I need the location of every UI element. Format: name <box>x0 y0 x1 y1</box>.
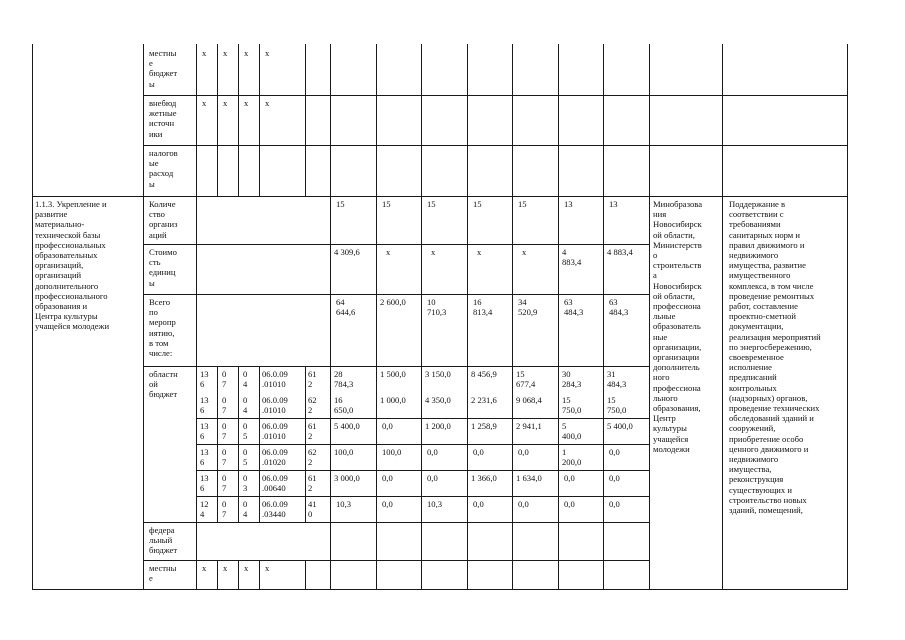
value-cell: 1 000,0 <box>380 395 406 405</box>
value-cell: 15 750,0 <box>562 395 582 416</box>
value-cell: 1 366,0 <box>471 473 497 483</box>
value-cell: 2 600,0 <box>380 297 406 307</box>
value-cell: 63 484,3 <box>609 297 629 318</box>
x-mark: x <box>265 98 270 108</box>
row-label: Стоимо сть единиц ы <box>149 247 177 288</box>
value-cell: x <box>386 247 391 257</box>
value-cell: 15 <box>427 199 436 209</box>
grid-line <box>376 44 377 590</box>
value-cell: 0,0 <box>382 421 393 431</box>
grid-line <box>143 294 649 295</box>
grid-line <box>196 44 197 590</box>
row-label: областн ой бюджет <box>149 369 178 400</box>
value-cell: 15 <box>473 199 482 209</box>
value-cell: x <box>477 247 482 257</box>
grid-line <box>196 496 649 497</box>
value-cell: x <box>431 247 436 257</box>
pr-code: 0 4 <box>243 369 248 390</box>
grid-line <box>259 560 260 590</box>
value-cell: 0,0 <box>473 447 484 457</box>
value-cell: 31 484,3 <box>607 369 627 390</box>
grid-line <box>32 44 33 590</box>
vr-code: 61 2 <box>308 421 317 442</box>
grid-line <box>259 44 260 196</box>
value-cell: 100,0 <box>382 447 402 457</box>
grid-line <box>217 560 218 590</box>
csr-code: 06.0.09 .03440 <box>262 499 288 520</box>
value-cell: 10,3 <box>427 499 443 509</box>
grid-line <box>196 418 649 419</box>
grbs-code: 12 4 <box>200 499 209 520</box>
row-label: федера льный бюджет <box>149 525 178 556</box>
budget-table <box>32 44 848 590</box>
value-cell: 28 784,3 <box>334 369 354 390</box>
value-cell: 0,0 <box>473 499 484 509</box>
vr-code: 62 2 <box>308 447 317 468</box>
row-label: местны е бюджет ы <box>149 48 178 89</box>
x-mark: x <box>244 48 249 58</box>
grid-line <box>196 444 649 445</box>
x-mark: x <box>202 563 207 573</box>
value-cell: 0,0 <box>609 473 620 483</box>
row-label: Всего по меропр иятию, в том числе: <box>149 297 176 359</box>
x-mark: x <box>223 48 228 58</box>
pr-code: 0 5 <box>243 447 248 468</box>
grid-line <box>143 145 848 146</box>
grbs-code: 13 6 <box>200 421 209 442</box>
grbs-code: 13 6 <box>200 473 209 494</box>
value-cell: 4 309,6 <box>334 247 360 257</box>
value-cell: 0,0 <box>382 473 393 483</box>
rz-code: 0 7 <box>222 395 227 416</box>
grid-line <box>143 366 649 367</box>
value-cell: 15 <box>336 199 345 209</box>
value-cell: 5 400,0 <box>334 421 360 431</box>
measure-name: 1.1.3. Укрепление и развитие материально- технической базы профессиональных образовательных организаций, организаций дополнительного профессионального образования и Центра культуры учащейся молодежи <box>35 199 110 332</box>
value-cell: 1 200,0 <box>562 447 582 468</box>
value-cell: 5 400,0 <box>562 421 582 442</box>
grid-line <box>32 589 848 590</box>
x-mark: x <box>244 563 249 573</box>
value-cell: 15 <box>518 199 527 209</box>
pr-code: 0 3 <box>243 473 248 494</box>
pr-code: 0 5 <box>243 421 248 442</box>
value-cell: x <box>522 247 527 257</box>
value-cell: 3 150,0 <box>425 369 451 379</box>
value-cell: 16 650,0 <box>334 395 354 416</box>
value-cell: 10 710,3 <box>427 297 447 318</box>
rz-code: 0 7 <box>222 421 227 442</box>
grid-line <box>238 560 239 590</box>
grid-line <box>196 470 649 471</box>
value-cell: 1 500,0 <box>380 369 406 379</box>
pr-code: 0 4 <box>243 499 248 520</box>
grid-line <box>305 560 306 590</box>
row-label: Количе ство организ аций <box>149 199 178 240</box>
grbs-code: 13 6 <box>200 369 209 390</box>
value-cell: 8 456,9 <box>471 369 497 379</box>
x-mark: x <box>223 563 228 573</box>
grid-line <box>467 44 468 590</box>
value-cell: 0,0 <box>518 447 529 457</box>
grid-line <box>143 44 144 590</box>
vr-code: 61 2 <box>308 473 317 494</box>
value-cell: 2 231,6 <box>471 395 497 405</box>
value-cell: 2 941,1 <box>516 421 542 431</box>
grid-line <box>143 522 649 523</box>
x-mark: x <box>202 48 207 58</box>
csr-code: 06.0.09 .01010 <box>262 369 288 390</box>
pr-code: 0 4 <box>243 395 248 416</box>
x-mark: x <box>202 98 207 108</box>
value-cell: 4 883,4 <box>562 247 582 268</box>
csr-code: 06.0.09 .01020 <box>262 447 288 468</box>
value-cell: 1 258,9 <box>471 421 497 431</box>
grid-line <box>143 560 649 561</box>
rz-code: 0 7 <box>222 499 227 520</box>
vr-code: 41 0 <box>308 499 317 520</box>
value-cell: 0,0 <box>427 447 438 457</box>
csr-code: 06.0.09 .01010 <box>262 421 288 442</box>
rz-code: 0 7 <box>222 369 227 390</box>
row-label: налогов ые расход ы <box>149 148 178 189</box>
value-cell: 15 <box>382 199 391 209</box>
grid-line <box>143 244 649 245</box>
expected-result-cell: Поддержание в соответствии с требованиями санитарных норм и правил движимого и недвижимого имущества, развитие имущественного комплекса, в том числе проведение ремонтных работ, составление проектно-сметной документации, реализация мероприятий по энергосбережению, своевременное исполнение предписаний контрольных (надзорных) органов, проведение технических обследований зданий и сооружений, приобретение особо ценного движимого и недвижимого имущества, реконструкция существующих и строительство новых зданий, помещений, <box>729 199 821 516</box>
value-cell: 64 644,6 <box>336 297 356 318</box>
x-mark: x <box>223 98 228 108</box>
x-mark: x <box>244 98 249 108</box>
value-cell: 5 400,0 <box>607 421 633 431</box>
value-cell: 10,3 <box>336 499 352 509</box>
value-cell: 0,0 <box>518 499 529 509</box>
x-mark: x <box>265 48 270 58</box>
value-cell: 4 883,4 <box>607 247 633 257</box>
x-mark: x <box>265 563 270 573</box>
grid-line <box>847 44 848 590</box>
value-cell: 1 200,0 <box>425 421 451 431</box>
grid-line <box>722 44 723 590</box>
grid-line <box>238 44 239 196</box>
value-cell: 3 000,0 <box>334 473 360 483</box>
value-cell: 0,0 <box>564 499 575 509</box>
value-cell: 34 520,9 <box>518 297 538 318</box>
value-cell: 100,0 <box>334 447 354 457</box>
value-cell: 15 677,4 <box>516 369 536 390</box>
rz-code: 0 7 <box>222 473 227 494</box>
executors-cell: Минобразова ния Новосибирск ой области, Министерств о строительств а Новосибирск ой области, профессиона льные образователь ные организации, организации дополнитель ного профессиона льного образования, Центр культуры учащейся молодежи <box>653 199 703 454</box>
value-cell: 0,0 <box>564 473 575 483</box>
grbs-code: 13 6 <box>200 447 209 468</box>
value-cell: 4 350,0 <box>425 395 451 405</box>
value-cell: 0,0 <box>609 447 620 457</box>
rz-code: 0 7 <box>222 447 227 468</box>
value-cell: 30 284,3 <box>562 369 582 390</box>
grid-line <box>649 44 650 590</box>
value-cell: 16 813,4 <box>473 297 493 318</box>
value-cell: 15 750,0 <box>607 395 627 416</box>
value-cell: 0,0 <box>609 499 620 509</box>
vr-code: 61 2 <box>308 369 317 390</box>
row-label: внебюд жетные источн ики <box>149 98 177 139</box>
grid-line <box>421 44 422 590</box>
grid-line <box>330 44 331 590</box>
value-cell: 0,0 <box>382 499 393 509</box>
csr-code: 06.0.09 .01010 <box>262 395 288 416</box>
grid-line <box>558 44 559 590</box>
value-cell: 0,0 <box>427 473 438 483</box>
grid-line <box>305 44 306 196</box>
csr-code: 06.0.09 .00640 <box>262 473 288 494</box>
grid-line <box>603 44 604 590</box>
row-label: местны е <box>149 563 177 584</box>
value-cell: 1 634,0 <box>516 473 542 483</box>
grid-line <box>143 95 848 96</box>
grbs-code: 13 6 <box>200 395 209 416</box>
vr-code: 62 2 <box>308 395 317 416</box>
grid-line <box>32 196 848 197</box>
value-cell: 13 <box>609 199 618 209</box>
value-cell: 9 068,4 <box>516 395 542 405</box>
grid-line <box>217 44 218 196</box>
value-cell: 63 484,3 <box>564 297 584 318</box>
value-cell: 13 <box>564 199 573 209</box>
grid-line <box>512 44 513 590</box>
